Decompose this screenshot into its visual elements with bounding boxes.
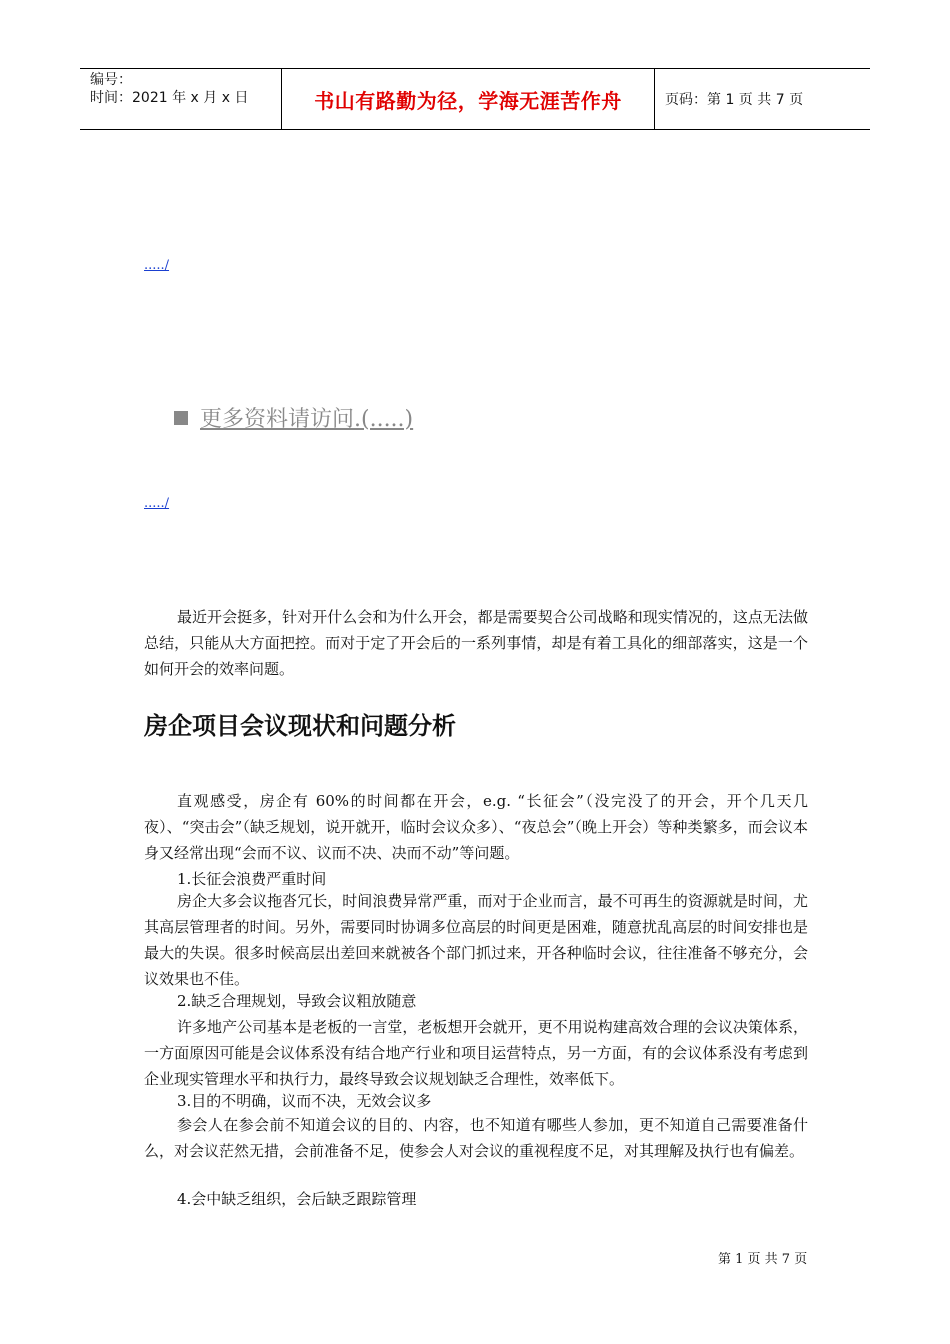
subheading-3: 3.目的不明确，议而不决，无效会议多 [177, 1092, 432, 1110]
resource-link-top[interactable]: ...../ [144, 258, 170, 273]
body-paragraph: 直观感受，房企有 60%的时间都在开会，e.g. “长征会”（没完没了的开会，开个几天几夜）、“突击会”（缺乏规划，说开就开，临时会议众多）、“夜总会”（晚上开会）等种类繁多，而会议本身又经常出现“会而不议、议而不决、决而不动”等问题。 [144, 792, 808, 862]
header-motto: 书山有路勤为径，学海无涯苦作舟 [282, 69, 655, 129]
page-header [80, 68, 870, 130]
body-paragraph: 房企大多会议拖沓冗长，时间浪费异常严重，而对于企业而言，最不可再生的资源就是时间，尤其高层管理者的时间。另外，需要同时协调多位高层的时间更是困难，随意扰乱高层的时间安排也是最大的失误。很多时候高层出差回来就被各个部门抓过来，开各种临时会议，往往准备不够充分，会议效果也不佳。 [144, 892, 808, 988]
subheading-4: 4.会中缺乏组织，会后缺乏跟踪管理 [177, 1190, 417, 1208]
more-resources-link[interactable] [174, 402, 413, 433]
subheading-2: 2.缺乏合理规划，导致会议粗放随意 [177, 992, 417, 1010]
body-paragraph: 参会人在参会前不知道会议的目的、内容，也不知道有哪些人参加，更不知道自己需要准备什么，对会议茫然无措，会前准备不足，使参会人对会议的重视程度不足，对其理解及执行也有偏差。 [144, 1116, 808, 1160]
square-bullet-icon [174, 411, 188, 425]
header-meta [80, 69, 282, 129]
body-paragraph: 许多地产公司基本是老板的一言堂，老板想开会就开，更不用说构建高效合理的会议决策体系，一方面原因可能是会议体系没有结合地产行业和项目运营特点，另一方面，有的会议体系没有考虑到企业现实管理水平和执行力，最终导致会议规划缺乏合理性，效率低下。 [144, 1018, 808, 1088]
intro-paragraph: 最近开会挺多，针对开什么会和为什么开会，都是需要契合公司战略和现实情况的，这点无法做总结，只能从大方面把控。而对于定了开会后的一系列事情，却是有着工具化的细部落实，这是一个如何开会的效率问题。 [144, 608, 808, 678]
page-footer: 第 1 页 共 7 页 [718, 1252, 808, 1267]
more-resources-text[interactable]: 更多资料请访问.(.....) [200, 407, 414, 432]
resource-link-bottom[interactable]: ...../ [144, 496, 170, 511]
header-page-info: 页码：第 1 页 共 7 页 [665, 92, 804, 108]
number-label: 编号： [90, 72, 132, 88]
time-label: 时间：2021 年 x 月 x 日 [90, 90, 249, 106]
section-title: 房企项目会议现状和问题分析 [144, 712, 456, 740]
subheading-1: 1.长征会浪费严重时间 [177, 870, 327, 888]
